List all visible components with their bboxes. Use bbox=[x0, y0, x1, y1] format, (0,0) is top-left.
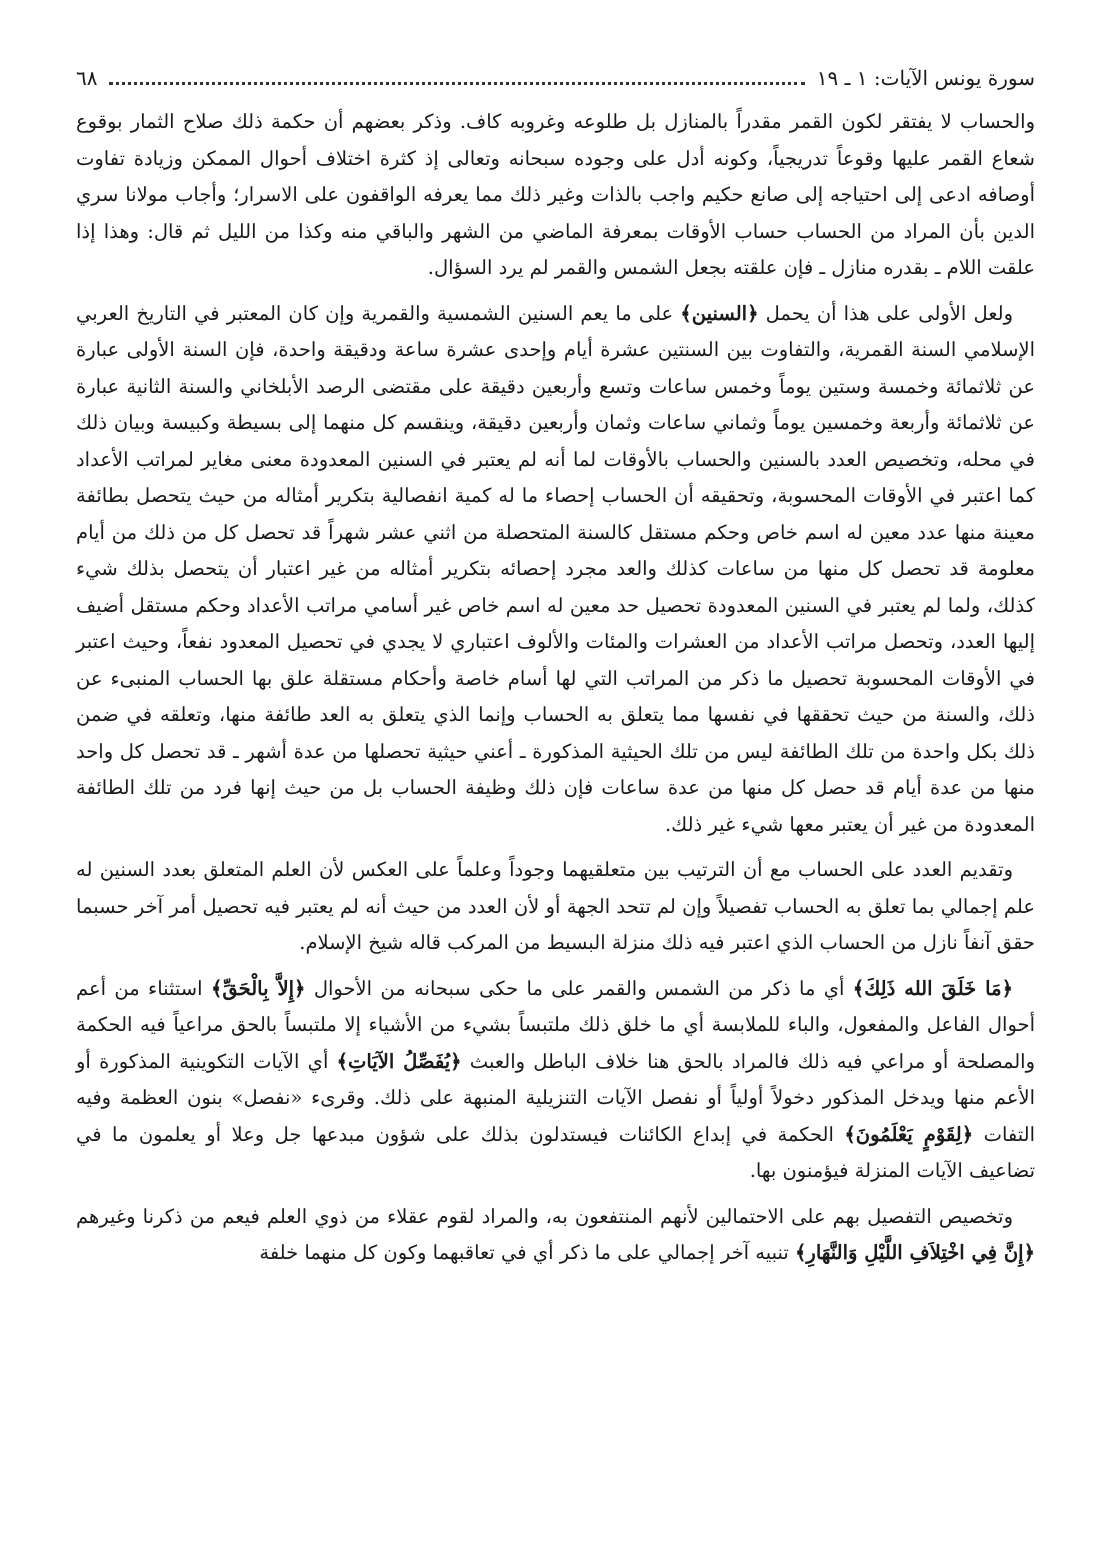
running-header bbox=[76, 62, 1035, 94]
paragraph bbox=[76, 1199, 1035, 1272]
quran-quote: ﴿إِنَّ فِي اخْتِلاَفِ اللَّيْلِ وَالنَّهَارِ﴾ bbox=[795, 1241, 1035, 1264]
text-run: أي الآيات التكوينية المذكورة أو الأعم منها ويدخل المذكور دخولاً أولياً أو نفصل الآيات التنزيلية المنبهة على ذلك. وقرىء «نفصل» بنون العظمة وفيه التفات bbox=[76, 1049, 1035, 1146]
text-run: وتقديم العدد على الحساب مع أن الترتيب بين متعلقيهما وجوداً وعلماً على العكس لأن العلم المتعلق بعدد السنين له علم إجمالي بما تعلق به الحساب تفصيلاً وإن لم تتحد الجهة أو لأن العدد من حيث أنه لم يعتبر فيه تحصيل أمر آخر حسبما حقق آنفاً نازل من الحساب الذي اعتبر فيه ذلك منزلة البسيط من المركب قاله شيخ الإسلام. bbox=[76, 858, 1035, 954]
text-run: والحساب لا يفتقر لكون القمر مقدراً بالمنازل بل طلوعه وغروبه كاف. وذكر بعضهم أن حكمة ذلك صلاح الثمار بوقوع شعاع القمر عليها وقوعاً تدريجياً، وكونه أدل على وجوده سبحانه وتعالى إذ كثرة اختلاف أحوال الممكن وزيادة تفاوت أوصافه ادعى إلى احتياجه إلى صانع حكيم واجب بالذات وغير ذلك مما يعرفه الواقفون على الاسرار؛ وأجاب مولانا سري الدين بأن المراد من الحساب حساب الأوقات بمعرفة الماضي من الشهر والباقي منه وكذا من الليل ثم قال: وهذا إذا علقت اللام ـ بقدره منازل ـ فإن علقته بجعل الشمس والقمر لم يرد السؤال. bbox=[76, 110, 1035, 279]
header-title: سورة يونس الآيات: ١ ـ ١٩ bbox=[816, 66, 1035, 90]
paragraph bbox=[76, 296, 1035, 844]
text-run: وتخصيص التفصيل بهم على الاحتمالين لأنهم المنتفعون به، والمراد لقوم عقلاء من ذوي العلم فيعم من ذكرنا وغيرهم bbox=[76, 1204, 1013, 1228]
quran-quote: ﴿مَا خَلَقَ الله ذَلِكَ﴾ bbox=[852, 976, 1013, 1000]
text-run: الحكمة في إبداع الكائنات فيستدلون بذلك على شؤون مبدعها جل وعلا أو يعلمون ما في تضاعيف الآيات المنزلة فيؤمنون بها. bbox=[76, 1122, 1035, 1182]
paragraph bbox=[76, 971, 1035, 1190]
page-number: ٦٨ bbox=[76, 66, 98, 90]
text-run: أي ما ذكر من الشمس والقمر على ما حكى سبحانه من الأحوال bbox=[305, 976, 853, 1000]
text-run: على ما يعم السنين الشمسية والقمرية وإن كان المعتبر في التاريخ العربي الإسلامي السنة القمرية، والتفاوت بين السنتين عشرة أيام وإحدى عشرة ساعة ودقيقة واحدة، فإن السنة الأولى عبارة عن ثلاثمائة وخمسة وستين يوماً وخمس ساعات وتسع وأربعين دقيقة على مقتضى الرصد الأبلخاني والسنة الثانية عبارة عن ثلاثمائة وأربعة وخمسين يوماً وثماني ساعات وثمان وأربعين دقيقة، وينقسم كل منهما إلى بسيطة وكبيسة وبيان ذلك في محله، وتخصيص العدد بالسنين والحساب بالأوقات لما أنه لم يعتبر في السنين المعدودة معنى مغاير لمراتب الأعداد كما اعتبر في الأوقات المحسوبة، وتحقيقه أن الحساب إحصاء ما له كمية انفصالية بتكرير أمثاله من حيث يتحصل بطائفة معينة منها عدد معين له اسم خاص وحكم مستقل كالسنة المتحصلة من اثني عشر شهراً قد تحصل كل من ذلك من أيام معلومة قد تحصل كل منها من ساعات كذلك والعد مجرد إحصائه بتكرير أمثاله من غير اعتبار أن يتحصل بذلك شيء كذلك، ولما لم يعتبر في السنين المعدودة تحصيل حد معين له اسم خاص غير أسامي مراتب الأعداد وحكم مستقل أضيف إليها العدد، وتحصل مراتب الأعداد من العشرات والمئات والألوف اعتباري لا يجدي في تحصيل المعدود نفعاً، وحيث اعتبر في الأوقات المحسوبة تحصيل ما ذكر من المراتب التي لها أسام خاصة وأحكام مستقلة علق بها الحساب المنبىء عن ذلك، والسنة من حيث تحققها في نفسها مما يتعلق به الحساب وإنما الذي يتعلق به العد طائفة منها، وتعلقه في ضمن ذلك بكل واحدة من تلك الطائفة ليس من تلك الحيثية المذكورة ـ أعني حيثية تحصلها من عدة أشهر ـ قد تحصل كل واحد منها من عدة أيام قد حصل كل منها من عدة ساعات فإن ذلك وظيفة الحساب بل من حيث إنها فرد من تلك الطائفة المعدودة من غير أن يعتبر معها شيء غير ذلك. bbox=[76, 301, 1035, 836]
text-run: ولعل الأولى على هذا أن يحمل bbox=[758, 301, 1013, 325]
text-run: تنبيه آخر إجمالي على ما ذكر أي في تعاقبهما وكون كل منهما خلفة bbox=[259, 1241, 795, 1264]
quran-quote: ﴿لِقَوْمٍ يَعْلَمُونَ﴾ bbox=[844, 1122, 974, 1146]
text-run: استثناء من أعم أحوال الفاعل والمفعول، والباء للملابسة أي ما خلق ذلك ملتبساً بشيء من الأشياء إلا ملتبساً بالحق مراعياً فيه الحكمة والمصلحة أو مراعي فيه ذلك فالمراد بالحق هنا خلاف الباطل والعبث bbox=[76, 976, 1036, 1073]
paragraph bbox=[76, 852, 1035, 962]
quran-quote: ﴿السنين﴾ bbox=[680, 301, 759, 325]
dotted-leader bbox=[109, 82, 804, 85]
paragraph bbox=[76, 104, 1035, 287]
quran-quote: ﴿يُفَصِّلُ الآيَاتِ﴾ bbox=[336, 1049, 462, 1073]
quran-quote: ﴿إِلاَّ بِالْحَقِّ﴾ bbox=[210, 976, 306, 1000]
body-text bbox=[76, 104, 1035, 1272]
